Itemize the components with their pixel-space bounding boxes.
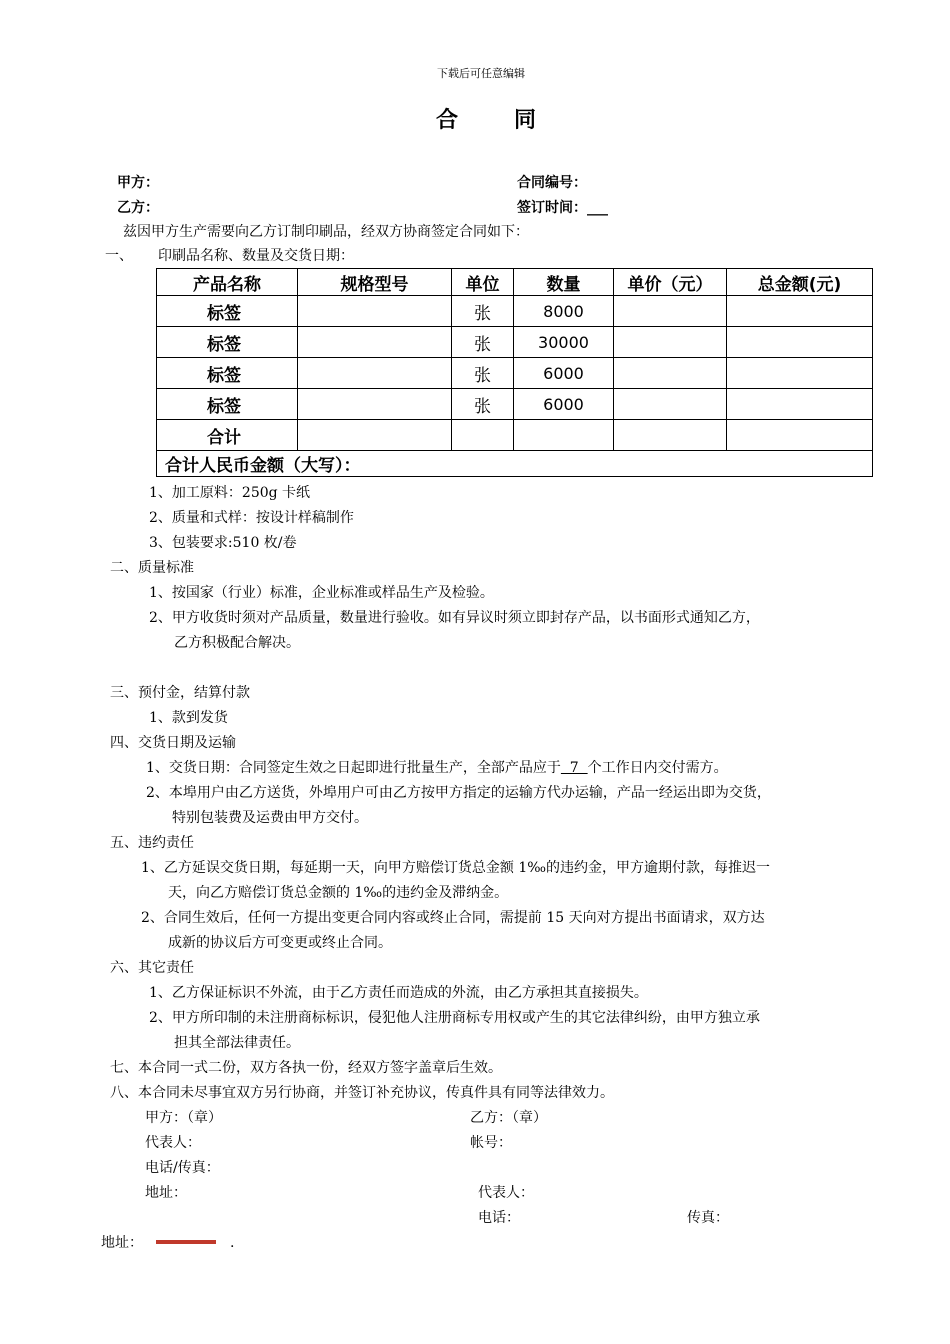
cell-unit xyxy=(452,420,514,451)
cell-price xyxy=(614,358,727,389)
s6-item-2-cont: 担其全部法律责任。 xyxy=(174,1035,300,1051)
table-header-row xyxy=(157,269,873,296)
party-b-seal: 乙方：（章） xyxy=(470,1110,547,1126)
cell-product: 标签 xyxy=(157,327,298,358)
delivery-days: 7 xyxy=(560,760,588,776)
s6-item-1: 1、乙方保证标识不外流，由于乙方责任而造成的外流，由乙方承担其直接损失。 xyxy=(149,985,648,1001)
s4-item-2-cont: 特别包装费及运费由甲方交付。 xyxy=(172,810,368,826)
contract-no-label: 合同编号： xyxy=(517,175,587,191)
cell-total xyxy=(727,327,873,358)
cell-total xyxy=(727,420,873,451)
cell-spec xyxy=(298,358,452,389)
header-note: 下载后可任意编辑 xyxy=(437,67,525,80)
s4-item-2: 2、本埠用户由乙方送货，外埠用户可由乙方按甲方指定的运输方代办运输，产品一经运出即为交货， xyxy=(146,785,771,801)
cell-price xyxy=(614,389,727,420)
cell-unit: 张 xyxy=(452,389,514,420)
goods-table xyxy=(156,268,873,477)
page-title: 合同 xyxy=(436,108,593,133)
s2-item-1: 1、按国家（行业）标准，企业标准或样品生产及检验。 xyxy=(149,585,494,601)
section6-title: 六、其它责任 xyxy=(110,960,194,976)
col-header-qty: 数量 xyxy=(514,269,614,296)
cell-product: 标签 xyxy=(157,296,298,327)
party-a-phone-fax: 电话/传真： xyxy=(145,1160,220,1176)
cell-qty: 30000 xyxy=(514,327,614,358)
table-row xyxy=(157,389,873,420)
s5-item-1: 1、乙方延误交货日期，每延期一天，向甲方赔偿订货总金额 1‰的违约金，甲方逾期付款，每推迟一 xyxy=(141,860,771,876)
s5-item-2-cont: 成新的协议后方可变更或终止合同。 xyxy=(168,935,392,951)
col-header-price: 单价（元） xyxy=(614,269,727,296)
cell-spec xyxy=(298,296,452,327)
party-a-label: 甲方： xyxy=(117,175,159,191)
section1-number: 一、 xyxy=(105,248,133,264)
col-header-unit: 单位 xyxy=(452,269,514,296)
s3-item-1: 1、款到发货 xyxy=(149,710,228,726)
section4-title: 四、交货日期及运输 xyxy=(110,735,236,751)
s6-item-2: 2、甲方所印制的未注册商标标识，侵犯他人注册商标专用权或产生的其它法律纠纷，由甲方独立承 xyxy=(149,1010,760,1026)
cell-price xyxy=(614,296,727,327)
table-subtotal-row xyxy=(157,420,873,451)
cell-price xyxy=(614,327,727,358)
party-b-phone: 电话： xyxy=(478,1210,520,1226)
cell-spec xyxy=(298,420,452,451)
cell-product: 标签 xyxy=(157,389,298,420)
cell-spec xyxy=(298,327,452,358)
cell-qty xyxy=(514,420,614,451)
redacted-bar xyxy=(156,1240,216,1244)
sign-time-label: 签订时间：___ xyxy=(517,200,608,216)
party-a-rep: 代表人： xyxy=(145,1135,201,1151)
party-b-rep: 代表人： xyxy=(478,1185,534,1201)
section2-title: 二、质量标准 xyxy=(110,560,194,576)
rmb-total-label: 合计人民币金额（大写）： xyxy=(157,451,873,477)
col-header-product: 产品名称 xyxy=(157,269,298,296)
cell-unit: 张 xyxy=(452,327,514,358)
section7: 七、本合同一式二份，双方各执一份，经双方签字盖章后生效。 xyxy=(110,1060,502,1076)
cell-spec xyxy=(298,389,452,420)
cell-unit: 张 xyxy=(452,358,514,389)
cell-total xyxy=(727,358,873,389)
party-b-account: 帐号： xyxy=(470,1135,512,1151)
section5-title: 五、违约责任 xyxy=(110,835,194,851)
s2-item-2-cont: 乙方积极配合解决。 xyxy=(174,635,300,651)
cell-price xyxy=(614,420,727,451)
footer-address-label: 地址： xyxy=(101,1235,143,1251)
col-header-total: 总金额(元) xyxy=(727,269,873,296)
s1-item-1: 1、加工原料：250g 卡纸 xyxy=(149,485,311,501)
intro-text: 兹因甲方生产需要向乙方订制印刷品，经双方协商签定合同如下： xyxy=(123,224,529,240)
cell-total xyxy=(727,296,873,327)
table-row xyxy=(157,358,873,389)
section8: 八、本合同未尽事宜双方另行协商，并签订补充协议，传真件具有同等法律效力。 xyxy=(110,1085,614,1101)
cell-product: 标签 xyxy=(157,358,298,389)
s4-item-1-post: 个工作日内交付需方。 xyxy=(587,760,728,776)
party-b-fax: 传真： xyxy=(687,1210,729,1226)
s5-item-2: 2、合同生效后，任何一方提出变更合同内容或终止合同，需提前 15 天向对方提出书面请求，双方达 xyxy=(141,910,765,926)
section1-title: 印刷品名称、数量及交货日期： xyxy=(158,248,354,264)
s4-item-1-pre: 1、交货日期：合同签定生效之日起即进行批量生产，全部产品应于 xyxy=(146,760,561,776)
cell-unit: 张 xyxy=(452,296,514,327)
table-row xyxy=(157,327,873,358)
party-b-label: 乙方： xyxy=(117,200,159,216)
s2-item-2: 2、甲方收货时须对产品质量，数量进行验收。如有异议时须立即封存产品，以书面形式通知乙方， xyxy=(149,610,760,626)
footer-dot: . xyxy=(230,1235,235,1251)
party-a-address: 地址： xyxy=(145,1185,187,1201)
table-row xyxy=(157,296,873,327)
s4-item-1 xyxy=(146,761,728,775)
table-rmb-row xyxy=(157,451,873,477)
subtotal-label: 合计 xyxy=(157,420,298,451)
cell-qty: 6000 xyxy=(514,358,614,389)
col-header-spec: 规格型号 xyxy=(298,269,452,296)
s5-item-1-cont: 天，向乙方赔偿订货总金额的 1‰的违约金及滞纳金。 xyxy=(168,885,509,901)
party-a-seal: 甲方：（章） xyxy=(145,1110,222,1126)
cell-total xyxy=(727,389,873,420)
cell-qty: 8000 xyxy=(514,296,614,327)
s1-item-3: 3、包装要求:510 枚/卷 xyxy=(149,535,297,551)
cell-qty: 6000 xyxy=(514,389,614,420)
s1-item-2: 2、质量和式样：按设计样稿制作 xyxy=(149,510,354,526)
section3-title: 三、预付金，结算付款 xyxy=(110,685,250,701)
